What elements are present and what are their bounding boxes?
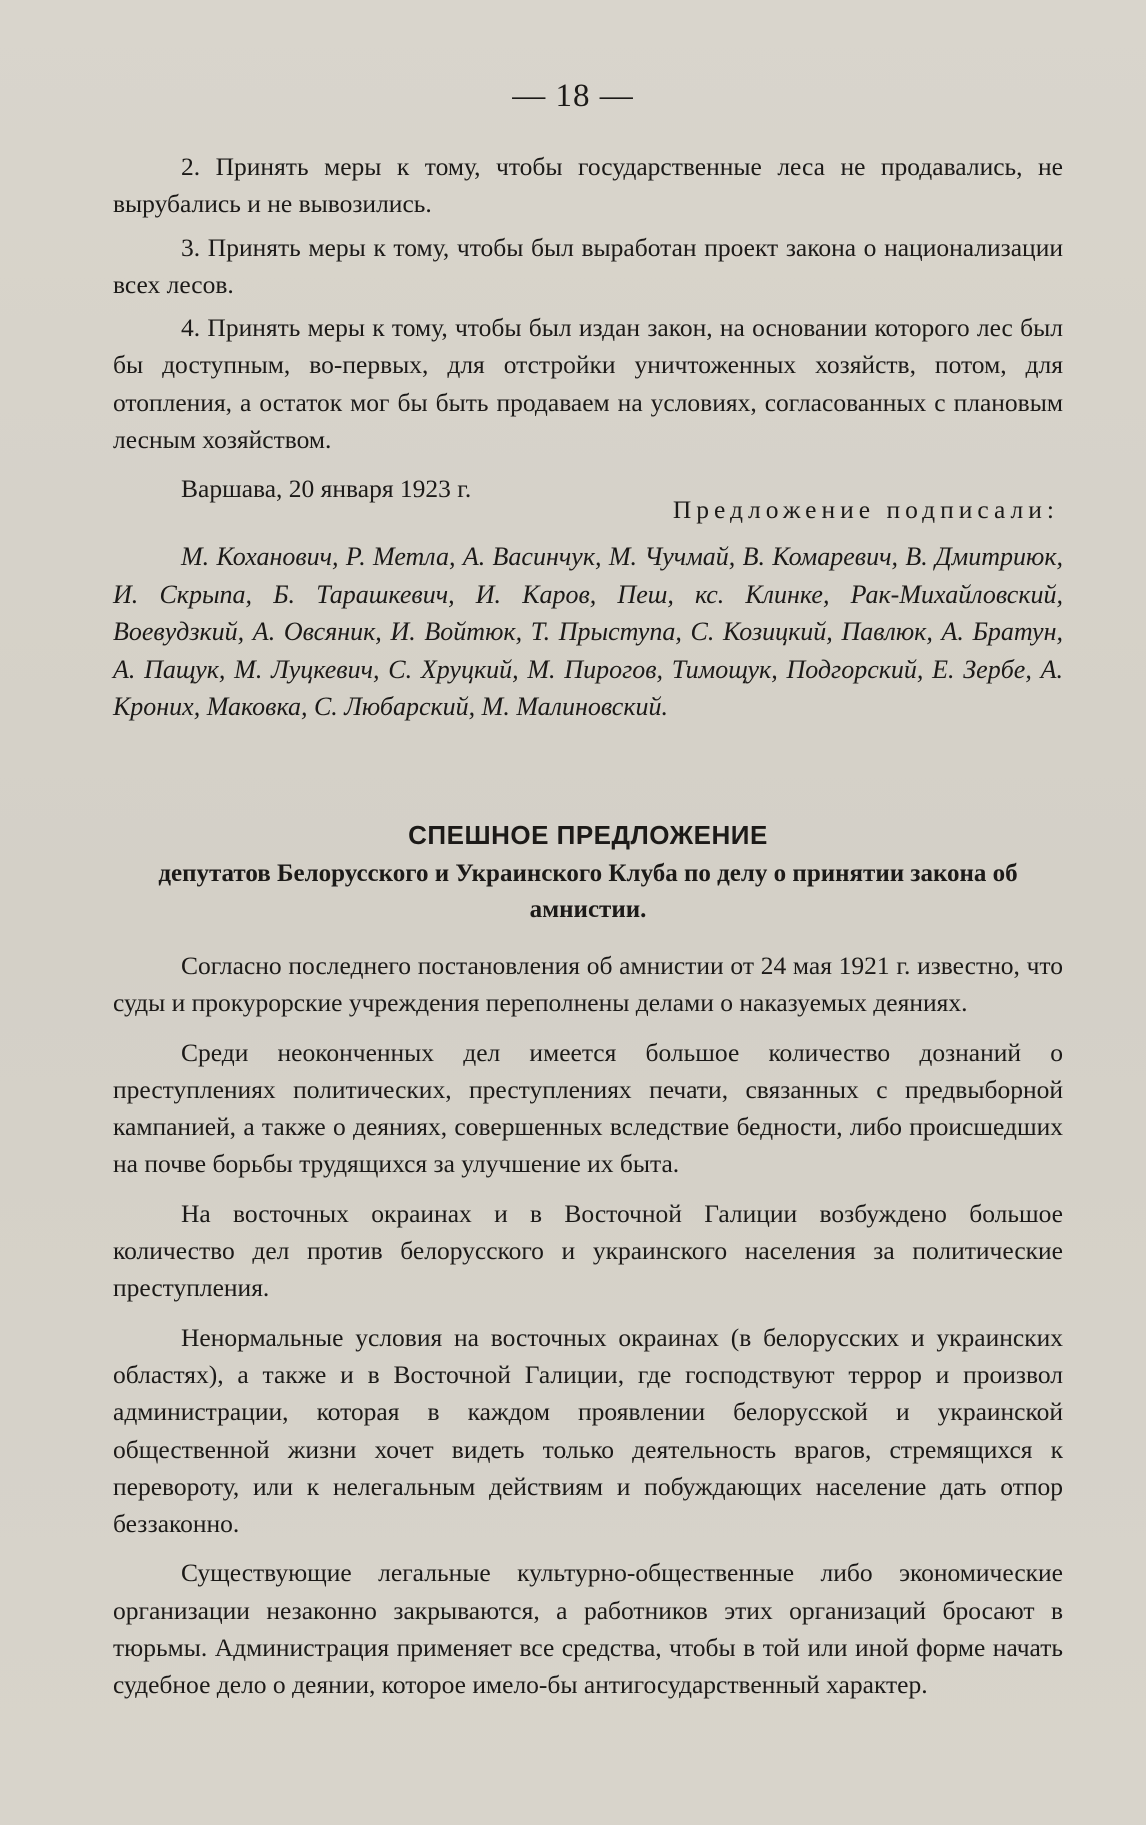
place-date: Варшава, 20 января 1923 г. — [181, 474, 472, 504]
body-paragraph: Среди неоконченных дел имеется большое количество дознаний о преступлениях политических, преступлениях печати, связанных с предвыборной кампанией, а также о деяниях, совершенных вследствие бедности, либо происшедших на почве борьбы трудящихся за улучшение их быта. — [113, 1037, 1063, 1179]
body-paragraph: Согласно последнего постановления об амнистии от 24 мая 1921 г. известно, что суды и прокурорские учреждения переполнены делами о наказуемых деяниях. — [113, 951, 1063, 1018]
resolution-item: 4. Принять меры к тому, чтобы был издан закон, на основании которого лес был бы доступным, во-первых, для отстройки уничтоженных хозяйств, потом, для отопления, а остаток мог бы быть продаваем на условиях, согласованных с плановым лесным хозяйством. — [113, 313, 1063, 455]
resolution-item: 3. Принять меры к тому, чтобы был выработан проект закона о национализации всех лесов. — [113, 232, 1063, 299]
page-number: — 18 — — [512, 78, 634, 114]
body-paragraph: Существующие легальные культурно-общественные либо экономические организации незаконно закрываются, а работников этих организаций бросают в тюрьмы. Администрация применяет все средства, чтобы в той или иной форме начать судебное дело о деянии, которое имело-бы антигосударственный характер. — [113, 1558, 1063, 1700]
section-subtitle: депутатов Белорусского и Украинского Клуба по делу о принятии закона об амнистии. — [158, 860, 1018, 923]
resolutions-block — [113, 148, 1063, 508]
resolution-item: 2. Принять меры к тому, чтобы государственные леса не продавались, не вырубались и не вывозились. — [113, 152, 1063, 219]
body-paragraph: Ненормальные условия на восточных окраинах (в белорусских и украинских областях), а также и в Восточной Галиции, где господствуют террор и произвол администрации, которая в каждом проявлении белорусской и украинской общественной жизни хочет видеть только деятельность врагов, стремящихся к перевороту, или к нелегальным действиям и побуждающих население дать отпор беззаконно. — [113, 1322, 1063, 1539]
signatories-list: М. Коханович, Р. Метла, А. Васинчук, М. Чучмай, В. Комаревич, В. Дмитриюк, И. Скрыпа, Б. Тарашкевич, И. Каров, Пеш, кс. Клинке, Рак-Михайловский, Воевудзкий, А. Овсяник, И. Войтюк, Т. Прыступа, С. Козицкий, Павлюк, А. Братун, А. Пащук, М. Луцкевич, С. Хруцкий, М. Пирогов, Тимощук, Подгорский, Е. Зербе, А. Кроних, Маковка, С. Любарский, М. Малиновский. — [113, 542, 1063, 722]
signatures-heading: Предложение подписали: — [672, 495, 1059, 524]
body-text — [113, 947, 1063, 1704]
urgent-proposal-section — [113, 818, 1063, 928]
body-paragraph: На восточных окраинах и в Восточной Галиции возбуждено большое количество дел против белорусского и украинского населения за политические преступления. — [113, 1198, 1063, 1303]
section-title: СПЕШНОЕ ПРЕДЛОЖЕНИЕ — [408, 820, 768, 850]
signatures-block — [113, 491, 1063, 726]
